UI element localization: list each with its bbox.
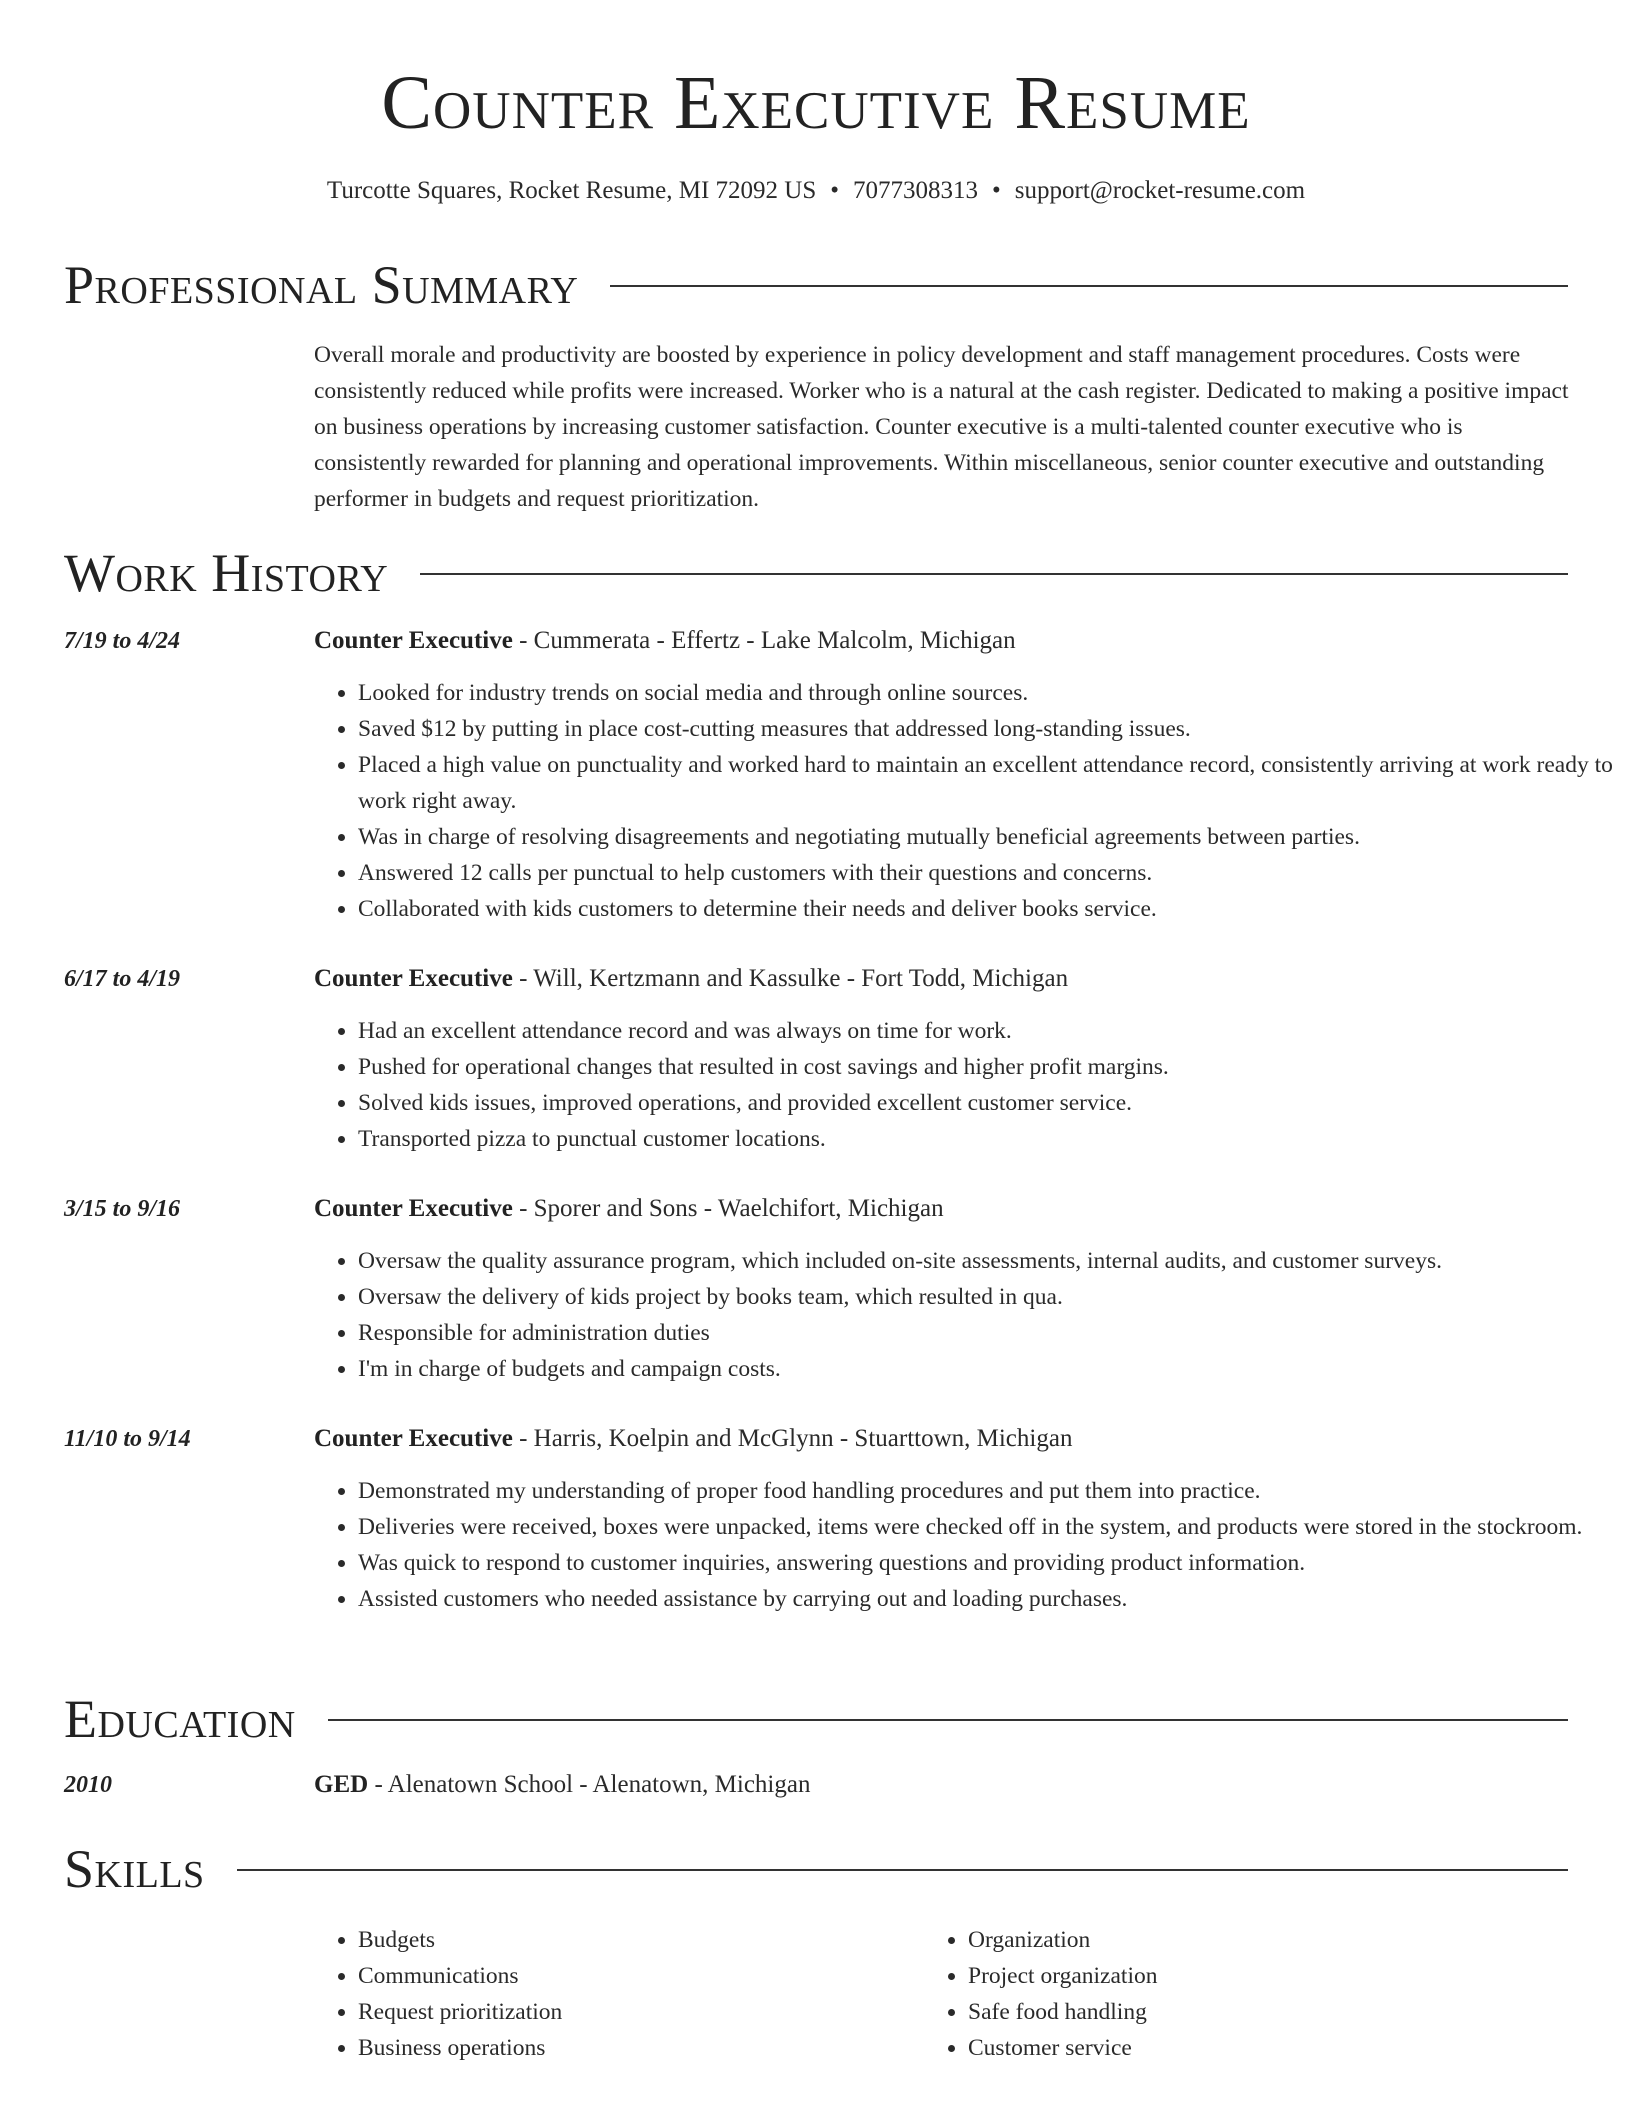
job-dates: 7/19 to 4/24 (64, 628, 181, 654)
job-heading (314, 1191, 944, 1227)
skill-item: • Budgets (358, 1922, 918, 1958)
section-title: Education (64, 1689, 296, 1749)
section-professional-summary (64, 250, 1568, 320)
job-heading (314, 1421, 1072, 1457)
list-item: • Responsible for administration duties (358, 1315, 1618, 1351)
contact-phone: 7077308313 (853, 177, 979, 204)
skill-item: • Request prioritization (358, 1994, 918, 2030)
skill-item: • Communications (358, 1958, 918, 1994)
list-item: • Pushed for operational changes that resulted in cost savings and higher profit margins. (358, 1049, 1618, 1085)
contact-separator: • (830, 177, 840, 204)
job-employer: - Cummerata - Effertz - Lake Malcolm, Michigan (512, 627, 1016, 654)
skills-list-left (314, 1922, 918, 2066)
section-work-history (64, 538, 1568, 608)
education-school: - Alenatown School - Alenatown, Michigan (368, 1771, 811, 1798)
education-degree: GED (314, 1771, 369, 1798)
list-item: • Deliveries were received, boxes were unpacked, items were checked off in the system, and products were stored in the stockroom. (358, 1509, 1618, 1545)
list-item: • Solved kids issues, improved operations, and provided excellent customer service. (358, 1085, 1618, 1121)
contact-line (0, 174, 1632, 208)
list-item: • Placed a high value on punctuality and worked hard to maintain an excellent attendance record, consistently arriving at work ready to work right away. (358, 747, 1618, 819)
section-skills (64, 1834, 1568, 1904)
list-item: • Demonstrated my understanding of proper food handling procedures and put them into practice. (358, 1473, 1618, 1509)
job-title: Counter Executive (314, 1195, 513, 1222)
section-title: Work History (64, 543, 389, 603)
job-dates: 6/17 to 4/19 (64, 966, 181, 992)
section-title: Professional Summary (64, 255, 579, 315)
resume-name: Counter Executive Resume (381, 61, 1251, 145)
job-dates: 11/10 to 9/14 (64, 1426, 191, 1452)
job-duties-list (314, 1473, 1618, 1617)
list-item: • Answered 12 calls per punctual to help customers with their questions and concerns. (358, 855, 1618, 891)
list-item: • Collaborated with kids customers to determine their needs and deliver books service. (358, 891, 1618, 927)
job-title: Counter Executive (314, 965, 513, 992)
job-employer: - Will, Kertzmann and Kassulke - Fort Todd, Michigan (512, 965, 1069, 992)
job-dates: 3/15 to 9/16 (64, 1196, 181, 1222)
section-divider (237, 1869, 1568, 1871)
skill-item: • Customer service (968, 2030, 1568, 2066)
list-item: • Oversaw the delivery of kids project by books team, which resulted in qua. (358, 1279, 1618, 1315)
contact-email: support@rocket-resume.com (1014, 177, 1306, 204)
list-item: • Transported pizza to punctual customer locations. (358, 1121, 1618, 1157)
list-item: • Saved $12 by putting in place cost-cutting measures that addressed long-standing issues. (358, 711, 1618, 747)
job-employer: - Sporer and Sons - Waelchifort, Michigan (512, 1195, 944, 1222)
job-heading (314, 961, 1068, 997)
list-item: • Looked for industry trends on social media and through online sources. (358, 675, 1618, 711)
job-title: Counter Executive (314, 1425, 513, 1452)
skill-item: • Organization (968, 1922, 1568, 1958)
job-heading (314, 623, 1016, 659)
section-divider (420, 573, 1568, 575)
contact-address: Turcotte Squares, Rocket Resume, MI 72092 US (326, 177, 817, 204)
job-title: Counter Executive (314, 627, 513, 654)
skill-item: • Safe food handling (968, 1994, 1568, 2030)
contact-separator: • (992, 177, 1001, 204)
list-item: • Had an excellent attendance record and was always on time for work. (358, 1013, 1618, 1049)
education-heading (314, 1767, 810, 1803)
list-item: • Assisted customers who needed assistance by carrying out and loading purchases. (358, 1581, 1618, 1617)
section-divider (610, 285, 1568, 287)
list-item: • I'm in charge of budgets and campaign costs. (358, 1351, 1618, 1387)
section-divider (328, 1719, 1568, 1721)
education-year: 2010 (64, 1772, 112, 1798)
summary-text: Overall morale and productivity are boosted by experience in policy development and staff management procedures. Costs were consistently reduced while profits were increased. Worker who is a natural at the cash register. Dedicated to making a positive impact on business operations by increasing customer satisfaction. Counter executive is a multi-talented counter executive who is consistently rewarded for planning and operational improvements. Within miscellaneous, senior counter executive and outstanding performer in budgets and request prioritization. (314, 342, 1569, 512)
job-employer: - Harris, Koelpin and McGlynn - Stuarttown, Michigan (512, 1425, 1073, 1452)
list-item: • Was quick to respond to customer inquiries, answering questions and providing product information. (358, 1545, 1618, 1581)
skill-item: • Business operations (358, 2030, 918, 2066)
job-duties-list (314, 675, 1618, 927)
skill-item: • Project organization (968, 1958, 1568, 1994)
section-title: Skills (64, 1839, 205, 1899)
job-duties-list (314, 1013, 1618, 1157)
section-education (64, 1684, 1568, 1754)
list-item: • Was in charge of resolving disagreements and negotiating mutually beneficial agreements between parties. (358, 819, 1618, 855)
skills-list-right (924, 1922, 1568, 2066)
list-item: • Oversaw the quality assurance program, which included on-site assessments, internal audits, and customer surveys. (358, 1243, 1618, 1279)
job-duties-list (314, 1243, 1618, 1387)
